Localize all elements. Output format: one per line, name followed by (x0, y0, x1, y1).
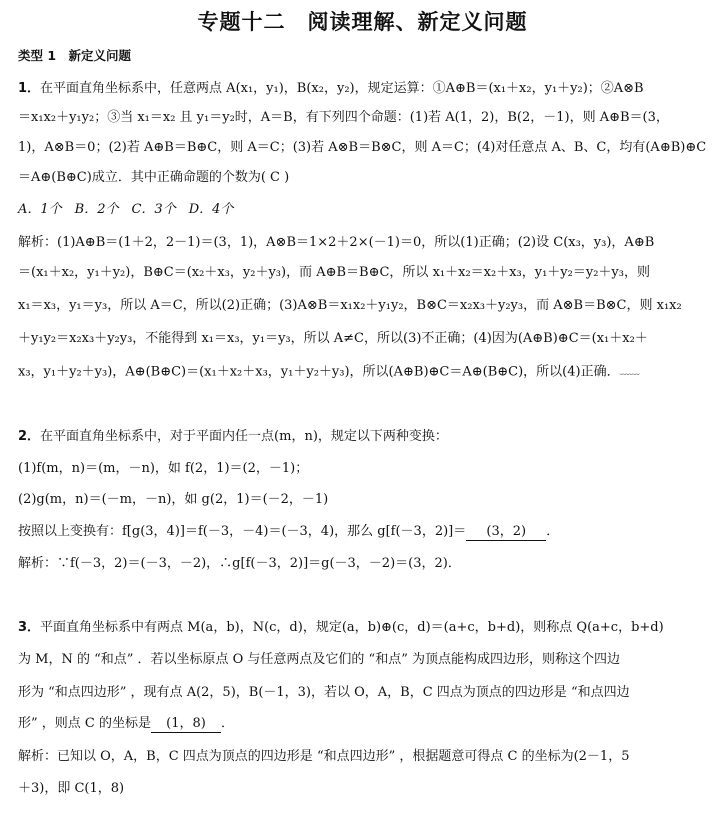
q2-text-4-suffix: ． (546, 524, 560, 539)
q1-analysis-1: 解析：(1)A⊕B＝(1＋2，2－1)＝(3，1)，A⊗B＝1×2＋2×(－1)＝0，所以(1)正确；(2)设 C(x₃，y₃)，A⊕B (18, 235, 655, 250)
q2-text-3: (2)g(m，n)＝(－m，－n)，如 g(2，1)＝(－2，－1) (18, 492, 329, 507)
q2-answer-blank: (3，2) (466, 524, 546, 541)
q2-line-4 (18, 523, 559, 541)
q2-text-1: 在平面直角坐标系中，对于平面内任一点(m，n)，规定以下两种变换： (40, 429, 448, 444)
q3-text-1: 平面直角坐标系中有两点 M(a，b)，N(c，d)，规定(a，b)⊕(c，d)＝(a+c，b+d)，则称点 Q(a+c，b+d) (40, 620, 664, 635)
q1-line-1 (18, 80, 644, 98)
q1-text-1: 在平面直角坐标系中，任意两点 A(x₁，y₁)，B(x₂，y₂)，规定运算：①A⊕B＝(x₁＋x₂，y₁＋y₂)；②A⊗B (40, 81, 644, 96)
q1-text-3: 1)，A⊗B＝0；(2)若 A⊕B＝B⊕C，则 A＝C；(3)若 A⊗B＝B⊗C，则 A＝C；(4)对任意点 A、B、C，均有(A⊕B)⊕C (18, 140, 707, 155)
q1-text-4: ＝A⊕(B⊕C)成立．其中正确命题的个数为( C ) (18, 170, 290, 185)
q1-analysis-5-row (18, 363, 640, 382)
category-heading: 类型 1 新定义问题 (18, 48, 132, 63)
q3-text-3: 形为 “和点四边形” ，现有点 A(2，5)，B(－1，3)，若以 O，A，B，C 四点为顶点的四边形是 “和点四边 (18, 685, 630, 700)
q3-line-1 (18, 619, 664, 637)
page-title: 专题十二 阅读理解、新定义问题 (197, 10, 528, 34)
q1-number: 1． (18, 81, 41, 96)
q3-number: 3． (18, 620, 41, 635)
q2-number: 2． (18, 429, 41, 444)
q3-line-4 (18, 715, 234, 733)
q3-text-2: 为 M，N 的 “和点” ．若以坐标原点 O 与任意两点及它们的 “和点” 为顶点能构成四边形，则称这个四边 (18, 652, 620, 667)
q1-analysis-2: ＝(x₁＋x₂，y₁＋y₂)，B⊕C＝(x₂＋x₃，y₂＋y₃)，而 A⊕B＝B⊕C，所以 x₁＋x₂＝x₂＋x₃，y₁＋y₂＝y₂＋y₃，则 (18, 265, 650, 280)
q2-text-2: (1)f(m，n)＝(m，－n)，如 f(2，1)＝(2，－1)； (18, 461, 309, 476)
q2-text-4: 按照以上变换有：f[g(3，4)]＝f(－3，－4)＝(－3，4)，那么 g[f(－3，2)]＝ (18, 524, 467, 539)
q3-analysis-2: ＋3)，即 C(1，8) (18, 781, 125, 796)
q3-answer-blank: (1，8) (151, 716, 221, 733)
q1-analysis-4: ＋y₁y₂＝x₂x₃＋y₂y₃，不能得到 x₁＝x₃，y₁＝y₃，所以 A≠C，所以(3)不正确；(4)因为(A⊕B)⊕C＝(x₁＋x₂＋ (18, 331, 648, 346)
q2-analysis: 解析：∵f(－3，2)＝(－3，－2)，∴g[f(－3，2)]＝g(－3，－2)＝(3，2)． (18, 556, 461, 571)
squiggle-mark-icon: ﹏﹏ (619, 366, 640, 377)
q1-analysis-3: x₁＝x₃，y₁＝y₃，所以 A＝C，所以(2)正确；(3)A⊗B＝x₁x₂＋y₁y₂，B⊗C＝x₂x₃＋y₂y₃，而 A⊗B＝B⊗C，则 x₁x₂ (18, 298, 682, 313)
q1-text-2: ＝x₁x₂＋y₁y₂；③当 x₁＝x₂ 且 y₁＝y₂时，A＝B，有下列四个命题：(1)若 A(1，2)，B(2，－1)，则 A⊕B＝(3， (18, 110, 669, 125)
q3-text-4: 形” ，则点 C 的坐标是 (18, 716, 151, 731)
q3-text-4-suffix: ． (221, 716, 235, 731)
q1-options: A．1个 B．2个 C．3个 D．4个 (18, 202, 234, 217)
q3-analysis-1: 解析：已知以 O，A，B，C 四点为顶点的四边形是 “和点四边形” ，根据题意可得点 C 的坐标为(2－1，5 (18, 749, 630, 764)
q1-analysis-5: x₃，y₁＋y₂＋y₃)，A⊕(B⊕C)＝(x₁＋x₂＋x₃，y₁＋y₂＋y₃)，所以(A⊕B)⊕C＝A⊕(B⊕C)，所以(4)正确． (18, 364, 620, 380)
q2-line-1 (18, 428, 448, 446)
